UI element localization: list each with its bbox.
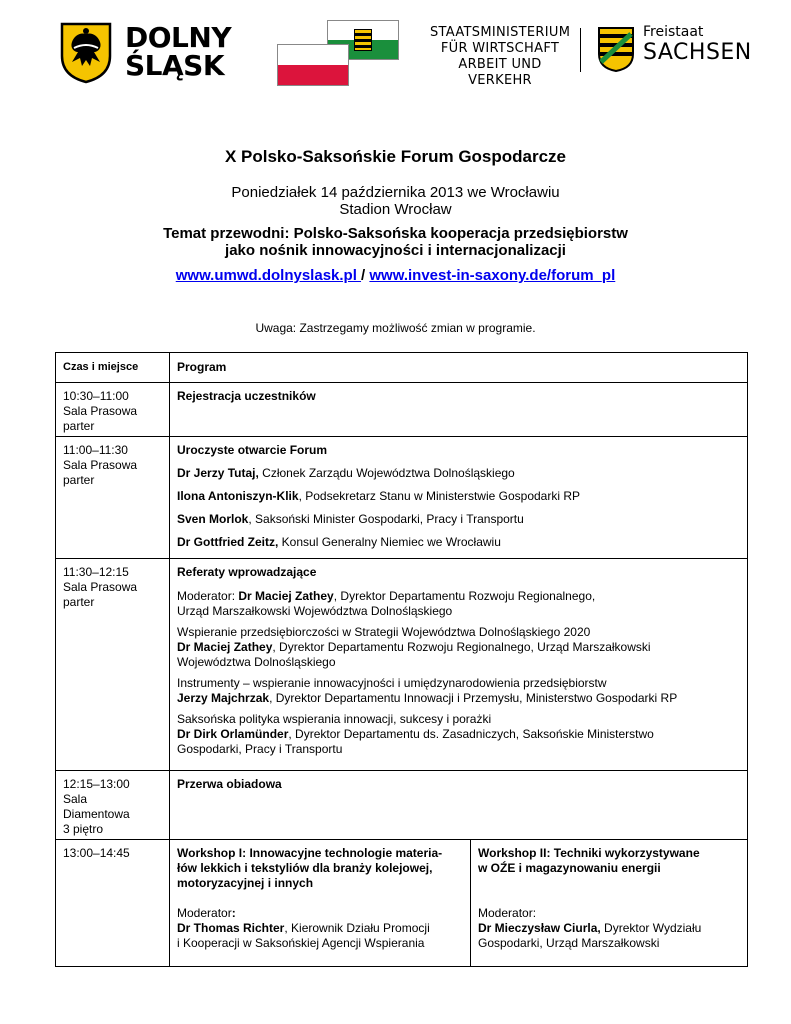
moderator-colon: : [231, 906, 236, 920]
row4-program-cell [170, 771, 748, 840]
moderator [177, 589, 747, 604]
row2-time-cell [56, 437, 170, 559]
date-line: Poniedziałek 14 października 2013 we Wrocławiu [231, 184, 560, 201]
moderator-label: Moderator [177, 906, 232, 920]
saxony-flag-shield-icon [354, 29, 372, 51]
table-row [56, 383, 748, 437]
workshop-2-moderator-role-2: Gospodarki, Urząd Marszałkowski [478, 936, 660, 950]
speaker-role: , Podsekretarz Stanu w Ministerstwie Gospodarki RP [298, 489, 581, 503]
moderator-role: Dyrektor Wydziału [600, 921, 702, 935]
row2-time: 11:00–11:30 [63, 443, 128, 457]
speaker-name: Dr Dirk Orlamünder [177, 727, 289, 741]
row3-time: 11:30–12:15 [63, 565, 129, 579]
row3-program-cell [170, 559, 748, 771]
workshop-1-moderator-role-2: i Kooperacji w Saksońskiej Agencji Wspierania [177, 936, 425, 950]
theme-line-2: jako nośnik innowacyjności i internacjonalizacji [225, 242, 566, 259]
talk-topic: Saksońska polityka wspierania innowacji, sukcesy i porażki [177, 712, 492, 726]
row1-time-cell [56, 383, 170, 437]
poland-flag [277, 44, 349, 86]
workshop-1 [170, 840, 471, 966]
freistaat-label: Freistaat [643, 24, 704, 40]
program-note: Uwaga: Zastrzegamy możliwość zmian w programie. [255, 321, 536, 335]
row4-time: 12:15–13:00 [63, 777, 130, 791]
links-line [0, 267, 791, 284]
link-umwd[interactable]: www.umwd.dolnyslask.pl [175, 267, 362, 284]
row1-title: Rejestracja uczestników [177, 389, 316, 403]
table-row [56, 437, 748, 559]
speaker-name: Dr Gottfried Zeitz, [177, 535, 279, 549]
row4-place1: Sala [63, 792, 88, 806]
speaker [177, 466, 747, 481]
speaker-role: , Dyrektor Departamentu Rozwoju Regionalnego, Urząd Marszałkowski [272, 640, 651, 654]
workshop-1-moderator [177, 921, 470, 936]
sachsen-coat-of-arms [597, 26, 635, 72]
workshop-2 [471, 840, 747, 966]
page-title: X Polsko-Saksońskie Forum Gospodarcze [224, 147, 567, 166]
row2-place2: parter [63, 473, 95, 487]
sachsen-label: SACHSEN [643, 40, 752, 65]
header-program: Program [170, 353, 748, 383]
speaker [177, 512, 747, 527]
ministry-name [430, 25, 570, 89]
talk-speaker [177, 691, 747, 706]
speaker-name: Dr Maciej Zathey [177, 640, 273, 654]
speaker [177, 489, 747, 504]
row2-place1: Sala Prasowa [63, 458, 138, 472]
row2-program-cell [170, 437, 748, 559]
dolny-slask-coat-of-arms [60, 22, 112, 84]
row3-place2: parter [63, 595, 95, 609]
row4-place3: 3 piętro [63, 822, 104, 836]
program-table [55, 352, 748, 967]
workshop-2-moderator [478, 921, 747, 936]
table-row [56, 771, 748, 840]
row5-program-cell [170, 840, 748, 967]
workshop-1-title-3: motoryzacyjnej i innych [177, 876, 314, 890]
link-invest-in-saxony[interactable]: www.invest-in-saxony.de/forum_pl [369, 267, 616, 284]
row4-title: Przerwa obiadowa [177, 777, 282, 791]
workshop-1-title-1: Workshop I: Innowacyjne technologie materia- [177, 846, 443, 860]
row5-time: 13:00–14:45 [63, 846, 130, 860]
speaker-name: Dr Jerzy Tutaj, [177, 466, 259, 480]
header-time: Czas i miejsce [56, 353, 170, 383]
workshop-1-title-2: łów lekkich i tekstyliów dla branży kolejowej, [177, 861, 433, 875]
header-divider [580, 28, 581, 72]
table-row [56, 840, 748, 967]
moderator-label: Moderator: [177, 589, 239, 603]
row2-title: Uroczyste otwarcie Forum [177, 443, 328, 457]
theme-line-1: Temat przewodni: Polsko-Saksońska kooperacja przedsiębiorstw [163, 225, 628, 242]
speaker-name: Jerzy Majchrzak [177, 691, 270, 705]
row3-place1: Sala Prasowa [63, 580, 138, 594]
workshops [170, 840, 747, 966]
table-header-row [56, 353, 748, 383]
talk-speaker [177, 640, 747, 655]
row5-time-cell [56, 840, 170, 967]
speaker-role: , Saksoński Minister Gospodarki, Pracy i Transportu [248, 512, 524, 526]
speaker-role-2: Województwa Dolnośląskiego [177, 655, 336, 669]
row3-time-cell [56, 559, 170, 771]
moderator-role-2: Urząd Marszałkowski Województwa Dolnośląskiego [177, 604, 453, 618]
speaker [177, 535, 747, 550]
workshop-1-moderator-label [177, 906, 470, 921]
workshop-2-title-2: w OŹE i magazynowaniu energii [478, 861, 661, 875]
row1-place1: Sala Prasowa [63, 404, 138, 418]
ministry-line-3: ARBEIT UND VERKEHR [458, 57, 542, 88]
speaker-role: , Dyrektor Departamentu Innowacji i Przemysłu, Ministerstwo Gospodarki RP [269, 691, 678, 705]
dolny-slask-wordmark [125, 21, 232, 82]
row1-place2: parter [63, 419, 95, 433]
speaker-name: Sven Morlok [177, 512, 249, 526]
speaker-name: Ilona Antoniszyn-Klik [177, 489, 299, 503]
ministry-line-1: STAATSMINISTERIUM [430, 25, 571, 40]
links-separator: / [361, 267, 370, 284]
workshop-2-moderator-label: Moderator: [478, 906, 537, 920]
row4-place2: Diamentowa [63, 807, 130, 821]
row3-title: Referaty wprowadzające [177, 565, 317, 579]
speaker-role: Konsul Generalny Niemiec we Wrocławiu [278, 535, 501, 549]
speaker-role-2: Gospodarki, Pracy i Transportu [177, 742, 343, 756]
talk-topic: Wspieranie przedsiębiorczości w Strategii Województwa Dolnośląskiego 2020 [177, 625, 591, 639]
talk-speaker [177, 727, 747, 742]
workshop-2-title-1: Workshop II: Techniki wykorzystywane [478, 846, 700, 860]
logo-line-1: DOLNY [125, 21, 232, 54]
talk-topic: Instrumenty – wspieranie innowacyjności i umiędzynarodowienia przedsiębiorstw [177, 676, 607, 690]
moderator-name: Dr Thomas Richter [177, 921, 285, 935]
speaker-role: Członek Zarządu Województwa Dolnośląskiego [258, 466, 515, 480]
row4-time-cell [56, 771, 170, 840]
table-row [56, 559, 748, 771]
row1-time: 10:30–11:00 [63, 389, 129, 403]
moderator-name: Dr Mieczysław Ciurla, [478, 921, 601, 935]
ministry-line-2: FÜR WIRTSCHAFT [440, 41, 560, 56]
moderator-role: , Kierownik Działu Promocji [284, 921, 430, 935]
moderator-name: Dr Maciej Zathey [238, 589, 334, 603]
row1-program-cell [170, 383, 748, 437]
moderator-role: , Dyrektor Departamentu Rozwoju Regionalnego, [333, 589, 596, 603]
venue-line: Stadion Wrocław [339, 201, 452, 218]
speaker-role: , Dyrektor Departamentu ds. Zasadniczych, Saksońskie Ministerstwo [288, 727, 654, 741]
logo-line-2: ŚLĄSK [125, 49, 225, 82]
